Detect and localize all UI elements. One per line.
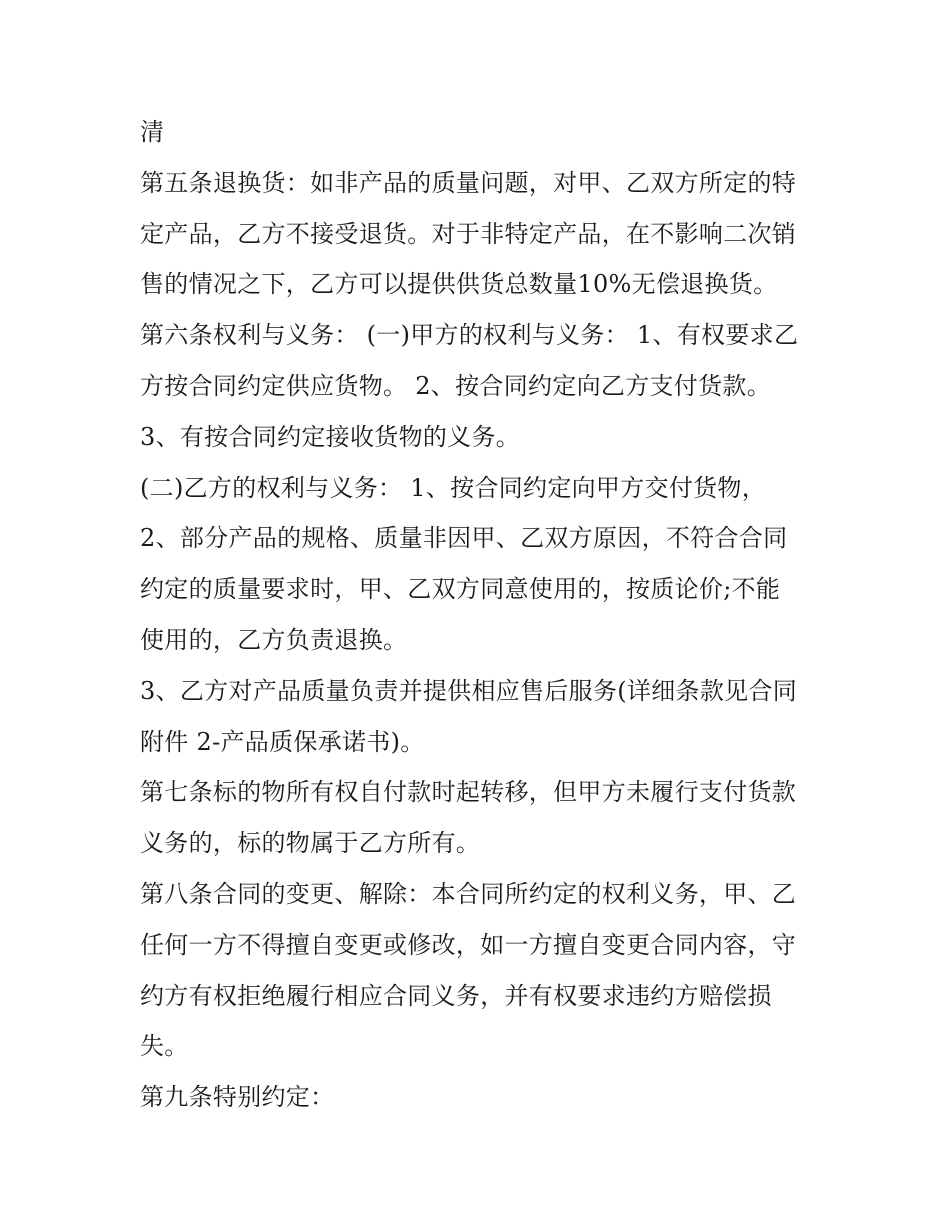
text-line: 第九条特别约定：: [140, 1083, 335, 1112]
text-line: 3、有按合同约定接收货物的义务。: [140, 422, 521, 451]
text-line: 清: [140, 118, 165, 146]
text-line: 任何一方不得擅自变更或修改，如一方擅自变更合同内容，守: [140, 930, 797, 959]
text-line: 方按合同约定供应货物。 2、按合同约定向乙方支付货款。: [140, 371, 771, 400]
text-line: 附件 2-产品质保承诺书)。: [140, 727, 425, 756]
text-line: 失。: [140, 1032, 189, 1061]
text-line: 使用的，乙方负责退换。: [140, 625, 408, 654]
document-body: [140, 107, 820, 1123]
text-line: 售的情况之下，乙方可以提供供货总数量10%无偿退换货。: [140, 270, 778, 299]
text-line: 义务的，标的物属于乙方所有。: [140, 829, 481, 858]
text-line: 2、部分产品的规格、质量非因甲、乙双方原因，不符合合同: [140, 524, 788, 553]
text-line: (二)乙方的权利与义务： 1、按合同约定向甲方交付货物，: [140, 473, 767, 502]
text-line: 约方有权拒绝履行相应合同义务，并有权要求违约方赔偿损: [140, 981, 772, 1010]
text-line: 第六条权利与义务： (一)甲方的权利与义务： 1、有权要求乙: [140, 321, 799, 350]
text-line: 约定的质量要求时，甲、乙双方同意使用的，按质论价;不能: [140, 575, 781, 604]
text-line: 第七条标的物所有权自付款时起转移，但甲方未履行支付货款: [140, 778, 797, 807]
text-line: 定产品，乙方不接受退货。对于非特定产品，在不影响二次销: [140, 219, 797, 248]
text-line: 3、乙方对产品质量负责并提供相应售后服务(详细条款见合同: [140, 676, 798, 705]
text-line: 第五条退换货：如非产品的质量问题，对甲、乙双方所定的特: [140, 168, 797, 197]
text-line: 第八条合同的变更、解除：本合同所约定的权利义务，甲、乙: [140, 879, 797, 908]
